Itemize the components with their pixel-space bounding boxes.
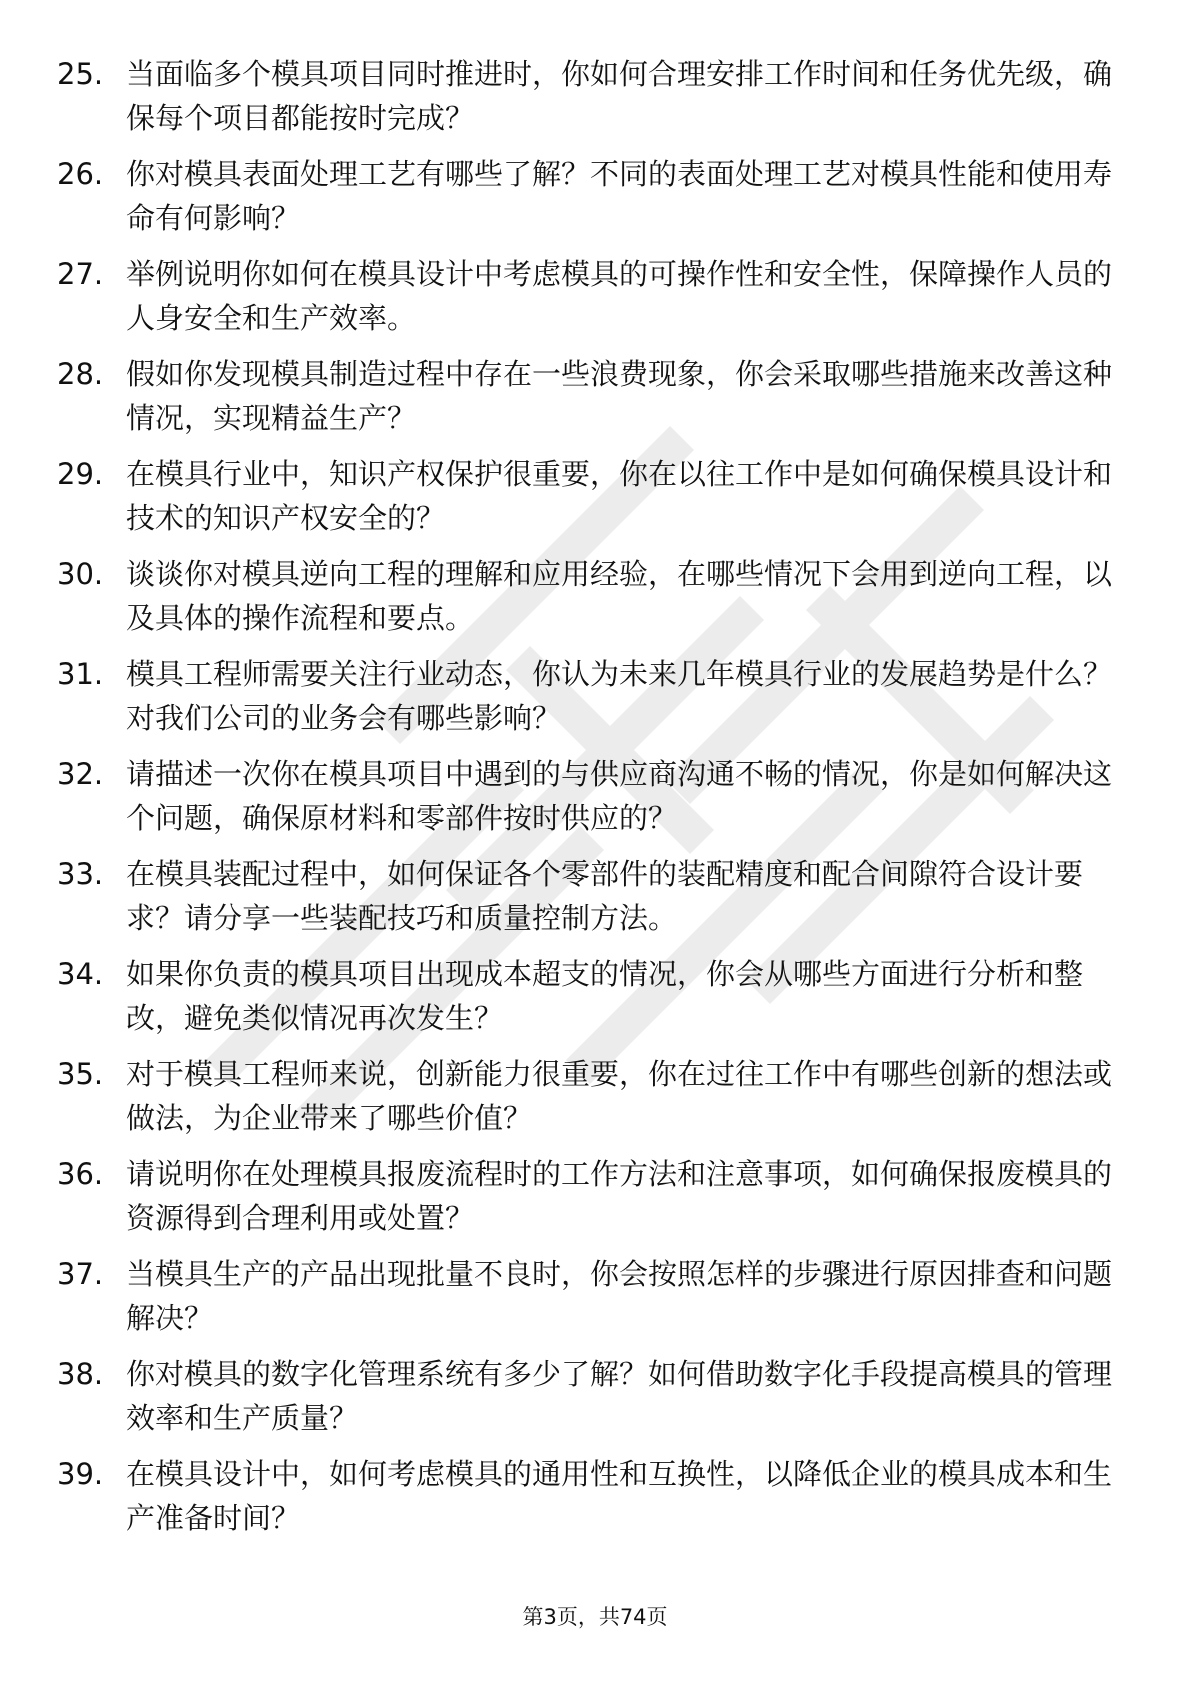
question-text: 模具工程师需要关注行业动态，你认为未来几年模具行业的发展趋势是什么？对我们公司的业务会有哪些影响？ bbox=[126, 657, 1113, 735]
question-item-33 bbox=[0, 852, 1190, 952]
question-number: 39. bbox=[57, 1457, 104, 1491]
question-number: 31. bbox=[57, 657, 104, 691]
question-item-34 bbox=[0, 952, 1190, 1052]
question-number: 25. bbox=[57, 57, 104, 91]
question-text: 谈谈你对模具逆向工程的理解和应用经验，在哪些情况下会用到逆向工程，以及具体的操作流程和要点。 bbox=[126, 557, 1113, 635]
question-item-28 bbox=[0, 352, 1190, 452]
question-item-30 bbox=[0, 552, 1190, 652]
question-number: 36. bbox=[57, 1157, 104, 1191]
question-text: 在模具行业中，知识产权保护很重要，你在以往工作中是如何确保模具设计和技术的知识产权安全的？ bbox=[126, 457, 1113, 535]
question-item-31 bbox=[0, 652, 1190, 752]
question-text: 当模具生产的产品出现批量不良时，你会按照怎样的步骤进行原因排查和问题解决？ bbox=[126, 1257, 1113, 1335]
question-text: 假如你发现模具制造过程中存在一些浪费现象，你会采取哪些措施来改善这种情况，实现精益生产？ bbox=[126, 357, 1113, 435]
question-text: 请描述一次你在模具项目中遇到的与供应商沟通不畅的情况，你是如何解决这个问题，确保原材料和零部件按时供应的？ bbox=[126, 757, 1113, 835]
question-item-29 bbox=[0, 452, 1190, 552]
question-text: 当面临多个模具项目同时推进时，你如何合理安排工作时间和任务优先级，确保每个项目都能按时完成？ bbox=[126, 57, 1113, 135]
question-item-38 bbox=[0, 1352, 1190, 1452]
question-text: 你对模具表面处理工艺有哪些了解？不同的表面处理工艺对模具性能和使用寿命有何影响？ bbox=[126, 157, 1113, 235]
question-number: 30. bbox=[57, 557, 104, 591]
question-list bbox=[0, 52, 1190, 1552]
question-item-36 bbox=[0, 1152, 1190, 1252]
question-text: 对于模具工程师来说，创新能力很重要，你在过往工作中有哪些创新的想法或做法，为企业带来了哪些价值？ bbox=[126, 1057, 1113, 1135]
question-item-27 bbox=[0, 252, 1190, 352]
question-text: 举例说明你如何在模具设计中考虑模具的可操作性和安全性，保障操作人员的人身安全和生产效率。 bbox=[126, 257, 1113, 335]
question-item-39 bbox=[0, 1452, 1190, 1552]
question-item-35 bbox=[0, 1052, 1190, 1152]
question-item-32 bbox=[0, 752, 1190, 852]
question-number: 37. bbox=[57, 1257, 104, 1291]
question-number: 26. bbox=[57, 157, 104, 191]
question-number: 27. bbox=[57, 257, 104, 291]
question-text: 如果你负责的模具项目出现成本超支的情况，你会从哪些方面进行分析和整改，避免类似情况再次发生？ bbox=[126, 957, 1084, 1035]
question-text: 在模具设计中，如何考虑模具的通用性和互换性，以降低企业的模具成本和生产准备时间？ bbox=[126, 1457, 1113, 1535]
question-item-26 bbox=[0, 152, 1190, 252]
question-number: 28. bbox=[57, 357, 104, 391]
question-number: 38. bbox=[57, 1357, 104, 1391]
question-text: 你对模具的数字化管理系统有多少了解？如何借助数字化手段提高模具的管理效率和生产质量？ bbox=[126, 1357, 1113, 1435]
question-number: 32. bbox=[57, 757, 104, 791]
question-number: 34. bbox=[57, 957, 104, 991]
page-number-label: 第3页，共74页 bbox=[522, 1605, 668, 1629]
question-number: 29. bbox=[57, 457, 104, 491]
page-footer bbox=[0, 1603, 1190, 1631]
question-item-37 bbox=[0, 1252, 1190, 1352]
question-item-25 bbox=[0, 52, 1190, 152]
question-text: 在模具装配过程中，如何保证各个零部件的装配精度和配合间隙符合设计要求？请分享一些装配技巧和质量控制方法。 bbox=[126, 857, 1084, 935]
question-number: 33. bbox=[57, 857, 104, 891]
question-number: 35. bbox=[57, 1057, 104, 1091]
question-text: 请说明你在处理模具报废流程时的工作方法和注意事项，如何确保报废模具的资源得到合理利用或处置？ bbox=[126, 1157, 1113, 1235]
